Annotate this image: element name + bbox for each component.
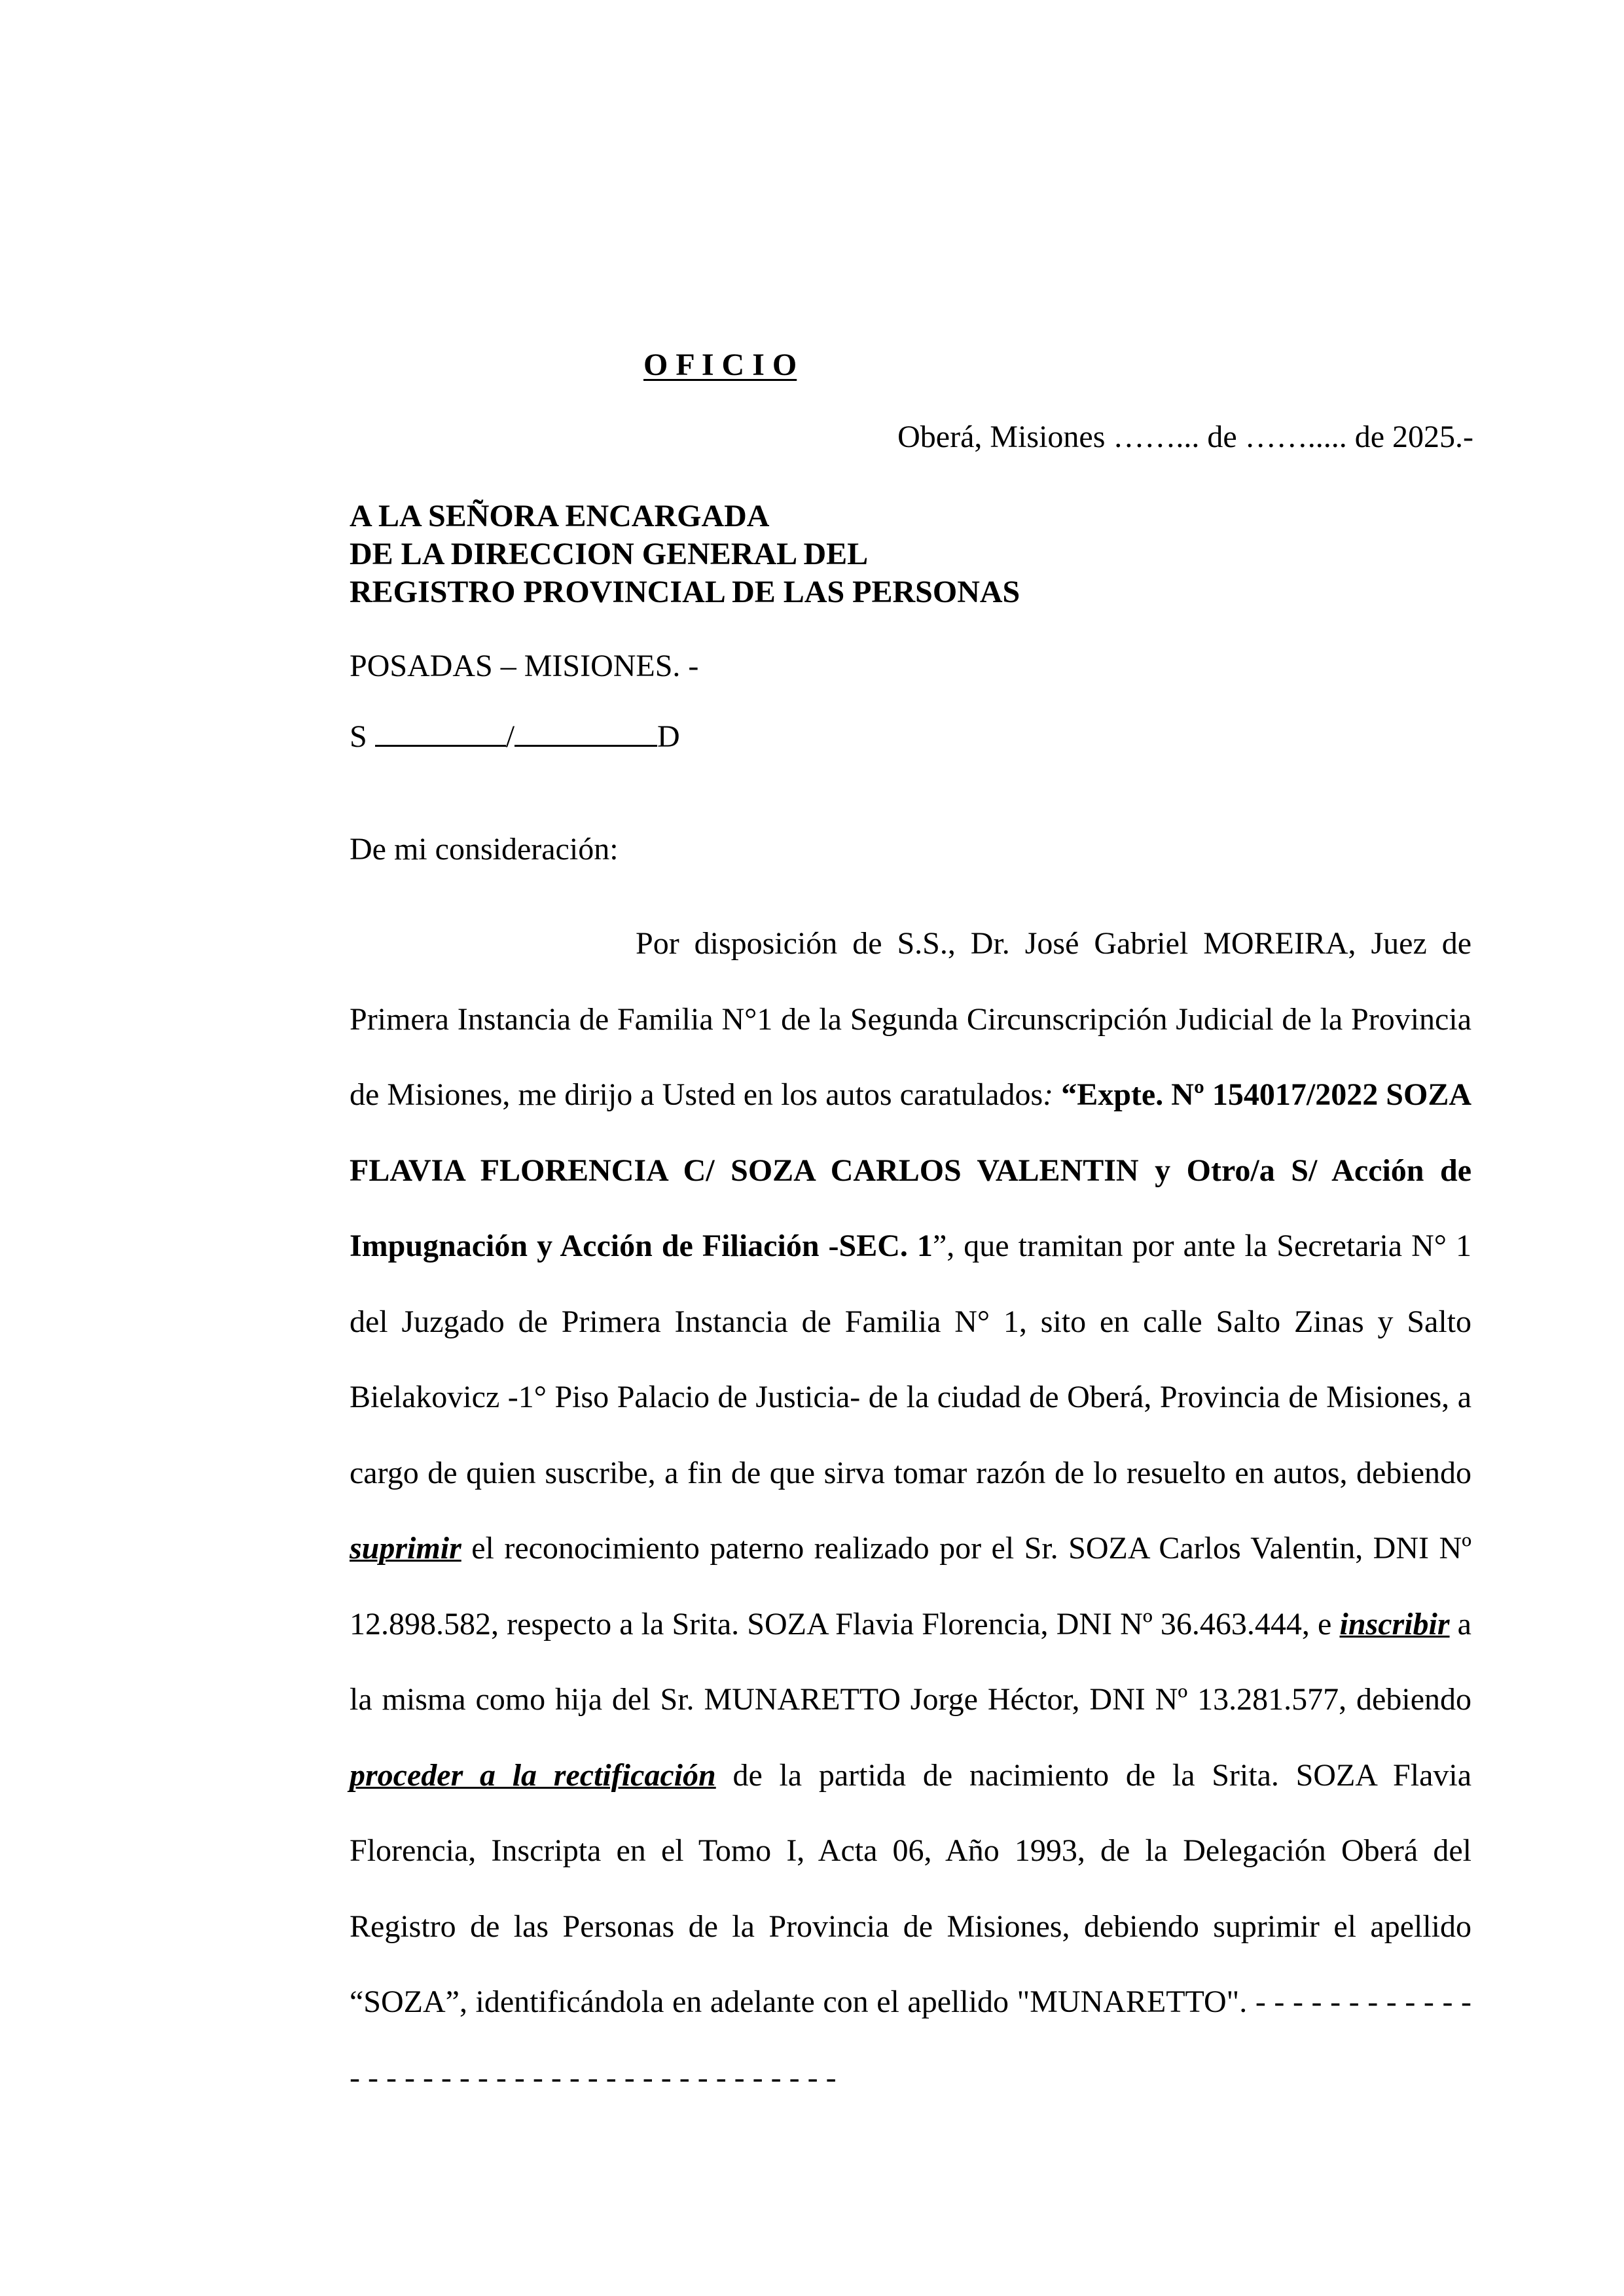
sd-left: S bbox=[350, 719, 375, 754]
body-paragraph bbox=[350, 906, 1471, 2115]
body-text-run: el reconocimiento paterno realizado por el Sr. SOZA Carlos Valentin, DNI Nº 12.898.582, respecto a la Srita. SOZA Flavia Florencia, DNI Nº 36.463.444, e bbox=[350, 1531, 1471, 1641]
addressee-city: POSADAS – MISIONES. - bbox=[350, 649, 699, 683]
body-text bbox=[350, 906, 1471, 2115]
body-text-run: a la misma como hija del Sr. MUNARETTO Jorge Héctor, DNI Nº 13.281.577, debiendo bbox=[350, 1606, 1471, 1717]
su-despacho-line bbox=[350, 719, 680, 755]
sd-slash: / bbox=[505, 719, 515, 754]
body-text-run: de la partida de nacimiento de la Srita. SOZA Flavia Florencia, Inscripta en el Tomo I, Acta 06, Año 1993, de la Delegación Oberá del Registro de las Personas de la Provincia de Misiones, debiendo suprimir el apellido “SOZA”, identificándola en adelante con el apellido "MUNARETTO". - - - - - - - - - - - - - - - - - - - - - - - - - - - - - - - - - - - - - - - bbox=[350, 1757, 1472, 2095]
sd-blank-left bbox=[375, 719, 506, 747]
addressee-block bbox=[350, 497, 1020, 611]
emphasis-inscribir: inscribir bbox=[1339, 1606, 1450, 1641]
greeting: De mi consideración: bbox=[350, 832, 619, 867]
document-title: O F I C I O bbox=[643, 348, 797, 382]
sd-blank-right bbox=[514, 719, 657, 747]
addressee-line: A LA SEÑORA ENCARGADA bbox=[350, 499, 770, 533]
addressee-line: REGISTRO PROVINCIAL DE LAS PERSONAS bbox=[350, 575, 1020, 609]
body-text-run: ”, que tramitan por ante la Secretaria N° 1 del Juzgado de Primera Instancia de Familia N° 1, sito en calle Salto Zinas y Salto Bielakovicz -1° Piso Palacio de Justicia- de la ciudad de Oberá, Provincia de Misiones, a cargo de quien suscribe, a fin de que sirva tomar razón de lo resuelto en autos, debiendo bbox=[350, 1229, 1471, 1490]
place-and-date: Oberá, Misiones ……... de ……..... de 2025.- bbox=[897, 420, 1473, 454]
body-text-run: Por disposición de S.S., Dr. José Gabriel MOREIRA, Juez de Primera Instancia de Familia N°1 de la Segunda Circunscripción Judicial de la Provincia de Misiones, me dirijo a Usted en los autos caratulados bbox=[350, 926, 1471, 1112]
emphasis-suprimir: suprimir bbox=[350, 1531, 461, 1566]
sd-right: D bbox=[657, 719, 680, 754]
emphasis-rectificacion: proceder a la rectificación bbox=[350, 1757, 716, 1793]
case-title: “Expte. Nº 154017/2022 SOZA FLAVIA FLORENCIA C/ SOZA CARLOS VALENTIN y Otro/a S/ Acción de Impugnación y Acción de Filiación -SEC. 1 bbox=[350, 1077, 1471, 1263]
body-text-run: : bbox=[1043, 1077, 1054, 1112]
addressee-line: DE LA DIRECCION GENERAL DEL bbox=[350, 537, 869, 571]
